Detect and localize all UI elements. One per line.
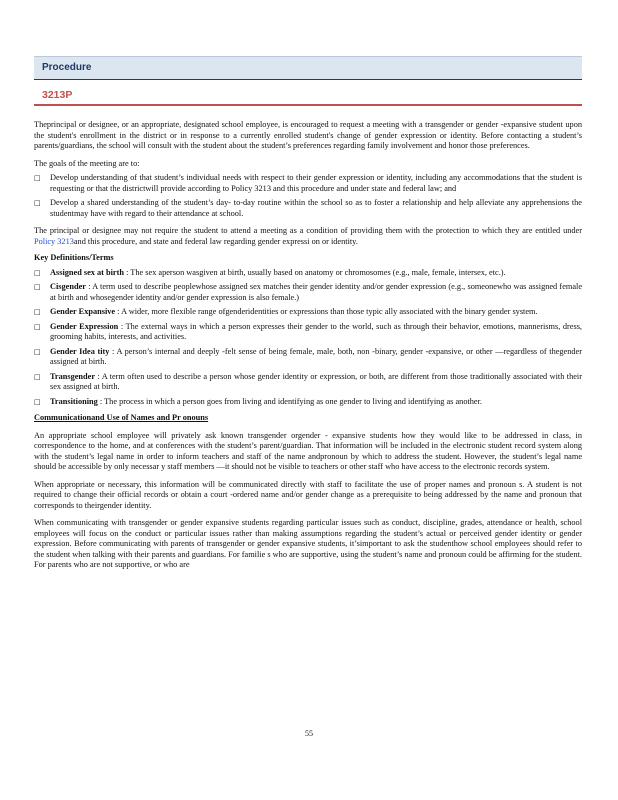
protection-paragraph [34,226,582,247]
definition-text: : A term used to describe peoplewhose assigned sex matches their gender identity and/or gender expression (e.g., someonewho was assigned female at birth and whosegender identity and/or gender expression is also female.) [50,282,583,302]
definition-item [34,322,582,343]
definition-text: : The external ways in which a person expresses their gender to the world, such as through their behavior, emotions, mannerisms, dress, grooming habits, interests, and activities. [50,321,582,341]
definition-term: Transgender [50,371,96,381]
bullet-marker: □ [34,308,41,316]
bullet-marker: □ [34,174,41,182]
body-paragraph: When communicating with transgender or gender expansive students regarding particular issues such as conduct, discipline, grades, attendance or health, school employees will focus on the conduct or particular issues rather than making assumptions regarding the student’s actual or perceived gender identity or gender expression. Before communicating with parents of transgender or gender expansive students, it’simportant to ask the studenthow school employees should refer to the student when talking with their parents and guardians. For familie s who are supportive, using the student’s name and pronoun could be affirming for the student. For parents who are not supportive, or who are [34,518,582,569]
goal-text: Develop understanding of that student’s individual needs with respect to their gender expression or identity, including any accommodations that the student is requesting or that the districtwill provide according to Policy 3213 and this procedure and under state and federal law; and [50,173,582,193]
definition-item [34,307,582,318]
definition-item [34,282,582,303]
bullet-marker: □ [34,372,41,381]
definition-text: : The sex aperson wasgiven at birth, usually based on anatomy or chromosomes (e.g., male, female, intersex, etc.). [126,267,506,277]
bullet-marker: □ [34,397,41,406]
bullet-marker: □ [34,199,41,207]
definition-text: : A term often used to describe a person whose gender identity or expression, or both, are different from those traditionally associated with their sex assigned at birth. [50,371,582,391]
document-page [34,56,582,571]
bullet-marker: □ [34,322,41,331]
definition-text: : The process in which a person goes from living and identifying as one gender to living and identifying as another. [99,396,482,406]
protection-text-end: and this procedure, and state and federal law regarding gender expressi on or identity. [73,236,358,246]
definition-term: Gender Expression [50,321,119,331]
definition-term: Assigned sex at birth [50,267,124,277]
definitions-heading: Key Definitions/Terms [34,253,114,262]
bullet-marker: □ [34,268,41,277]
policy-link[interactable]: Policy 3213 [34,236,74,246]
bullet-marker: □ [34,347,41,356]
goal-item [34,173,582,194]
definition-text: : A wider, more flexible range ofgenderidentities or expressions than those typic ally associated with the binary gender system. [117,307,538,316]
goal-text: Develop a shared understanding of the student’s day- to-day routine within the school so as to foster a relationship and help alleviate any apprehensions the studentmay have with regard to their attendance at school. [50,198,582,218]
intro-paragraph: Theprincipal or designee, or an appropriate, designated school employee, is encouraged to request a meeting with a transgender or gender -expansive student upon the student's enrollment in the district or in response to a currently enrolled student's change of gender expression or identity. Before contacting a student’s parents/guardians, the school will consult with the student about the student’s preferences regarding family involvement and honor those preferences. [34,120,582,150]
definition-item [34,268,582,279]
definition-item [34,372,582,393]
bullet-marker: □ [34,283,41,291]
goal-item [34,198,582,219]
policy-number: 3213P [34,86,582,106]
body-paragraph: An appropriate school employee will privately ask known transgender orgender - expansive students how they would like to be addressed in class, in correspondence to the home, and at conferences with the student’s parent/guardian. That information will be included in the electronic student record system along with the student’s legal name in order to inform teachers and staff of the name andpronoun by which to address the student. However, the student’s legal name should be accessible by only necessar y staff members —it should not be visible to teachers or other staff who have access to the electronic records system. [34,430,582,471]
definition-text: : A person’s internal and deeply -felt sense of being female, male, both, non -binary, gender -expansive, or other —regardless of thegender assigned at birth. [50,346,582,366]
protection-text-start: The principal or designee may not require the student to attend a meeting as a condition of providing them with the protection to which they are entitled under [34,226,582,235]
definition-item [34,397,582,408]
definition-item [34,347,582,368]
definition-term: Gender Expansive [50,307,116,316]
definition-term: Transitioning [50,396,98,406]
goals-intro: The goals of the meeting are to: [34,158,140,168]
definition-term: Cisgender [50,282,86,291]
communication-heading: Communicationand Use of Names and Pr onouns [34,413,209,422]
page-number: 55 [305,729,313,738]
body-paragraph: When appropriate or necessary, this information will be communicated directly with staff to facilitate the use of proper names and pronoun s. A student is not required to change their official records or obtain a court -ordered name and/or gender change as a prerequisite to being addressed by the name and pronoun that corresponds to theirgender identity. [34,479,582,510]
section-header: Procedure [34,56,582,80]
definition-term: Gender Idea tity [50,346,110,356]
